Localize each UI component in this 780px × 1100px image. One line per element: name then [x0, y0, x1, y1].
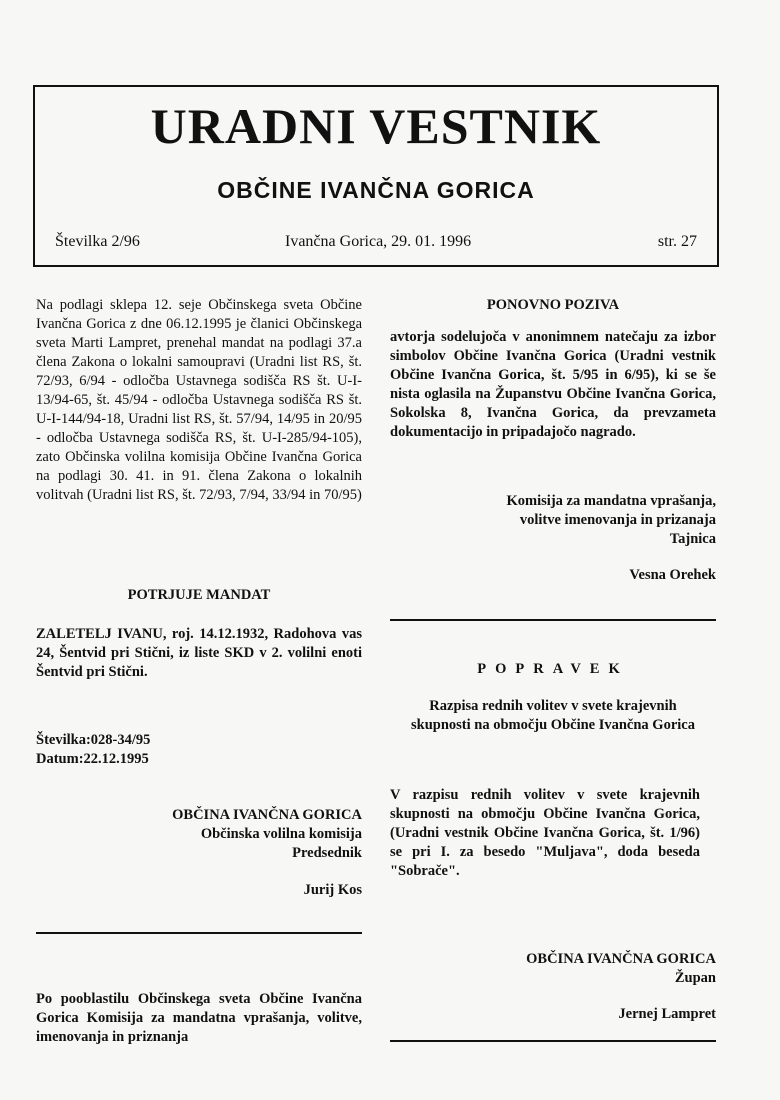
- right-sig-line2: volitve imenovanja in prizanaja: [519, 512, 716, 528]
- left-mandate-paragraph: ZALETELJ IVANU, roj. 14.12.1932, Radohova vas 24, Šentvid pri Stični, iz liste SKD v 2. volilni enoti Šentvid pri Stični.: [36, 626, 362, 680]
- publication-title: URADNI VESTNIK: [150, 98, 602, 154]
- issue-number: Številka 2/96: [55, 233, 140, 250]
- right-heading-ponovno: PONOVNO POZIVA: [486, 297, 620, 313]
- left-sig-body: Občinska volilna komisija: [200, 826, 362, 842]
- right-body-paragraph: avtorja sodelujoča v anonimnem natečaju za izbor simbolov Občine Ivančna Gorica (Uradni vestnik Občine Ivančna Gorica, št. 5/95 in 6/95), ki se še nista oglasila na Županstvu Občine Ivančna Gorica, Sokolska 8, Ivančna Gorica, da prevzameta dokumentacijo in pripadajočo nagrado.: [390, 329, 716, 440]
- left-divider: [36, 932, 362, 934]
- right-sig-name: Vesna Orehek: [629, 567, 716, 583]
- left-bottom-paragraph: Po pooblastilu Občinskega sveta Občine Ivančna Gorica Komisija za mandatna vprašanja, volitve, imenovanja in priznanja: [36, 991, 362, 1045]
- right-popravek-body: V razpisu rednih volitev v svete krajevnih skupnosti na območju Občine Ivančna Gorica, (Uradni vestnik Občine Ivančna Gorica, št. 1/96) se pri I. za besedo "Muljava", doda beseda "Sobrače".: [390, 787, 700, 879]
- left-heading-potrjuje: POTRJUJE MANDAT: [127, 587, 271, 603]
- right-sig-role: Tajnica: [669, 531, 716, 547]
- publication-subtitle: OBČINE IVANČNA GORICA: [217, 177, 535, 203]
- right-sig2-role: Župan: [674, 970, 716, 986]
- right-sig-line1: Komisija za mandatna vprašanja,: [506, 493, 716, 509]
- issue-date: Ivančna Gorica, 29. 01. 1996: [285, 233, 472, 250]
- left-date: Datum:22.12.1995: [36, 751, 149, 767]
- right-sig2-org: OBČINA IVANČNA GORICA: [526, 951, 716, 967]
- left-sig-role: Predsednik: [292, 845, 362, 861]
- right-sig2-name: Jernej Lampret: [618, 1006, 716, 1022]
- right-divider-bottom: [390, 1040, 716, 1042]
- right-popravek-subtitle: Razpisa rednih volitev v svete krajevnih skupnosti na območju Občine Ivančna Gorica: [410, 698, 695, 733]
- left-number: Številka:028-34/95: [36, 732, 151, 748]
- masthead-box: [33, 85, 719, 267]
- page-number: str. 27: [657, 233, 697, 250]
- left-intro-paragraph: Na podlagi sklepa 12. seje Občinskega sveta Občine Ivančna Gorica z dne 06.12.1995 je članici Občinskega sveta Marti Lampret, prenehal mandat na podlagi 37.a člena Zakona o lokalni samoupravi (Uradni list RS, št. 72/93, 6/94 - odločba Ustavnega sodišča RS št. U-I-13/94-65, št. 45/94 - odločba Ustavnega sodišča RS št. U-I-144/94-18, Uradni list RS, št. 57/94, 14/95 in 20/95 - odločba Ustavnega sodišča RS, št. U-I-285/94-105), zato Občinska volilna komisija Občine Ivančna Gorica na podlagi 30. 41. in 91. člena Zakona o lokalnih volitvah (Uradni list RS, št. 72/93, 7/94, 33/94 in 70/95): [36, 297, 362, 503]
- right-divider-top: [390, 619, 716, 621]
- right-heading-popravek: POPRAVEK: [477, 661, 629, 677]
- left-sig-org: OBČINA IVANČNA GORICA: [172, 807, 362, 823]
- left-sig-name: Jurij Kos: [303, 882, 362, 898]
